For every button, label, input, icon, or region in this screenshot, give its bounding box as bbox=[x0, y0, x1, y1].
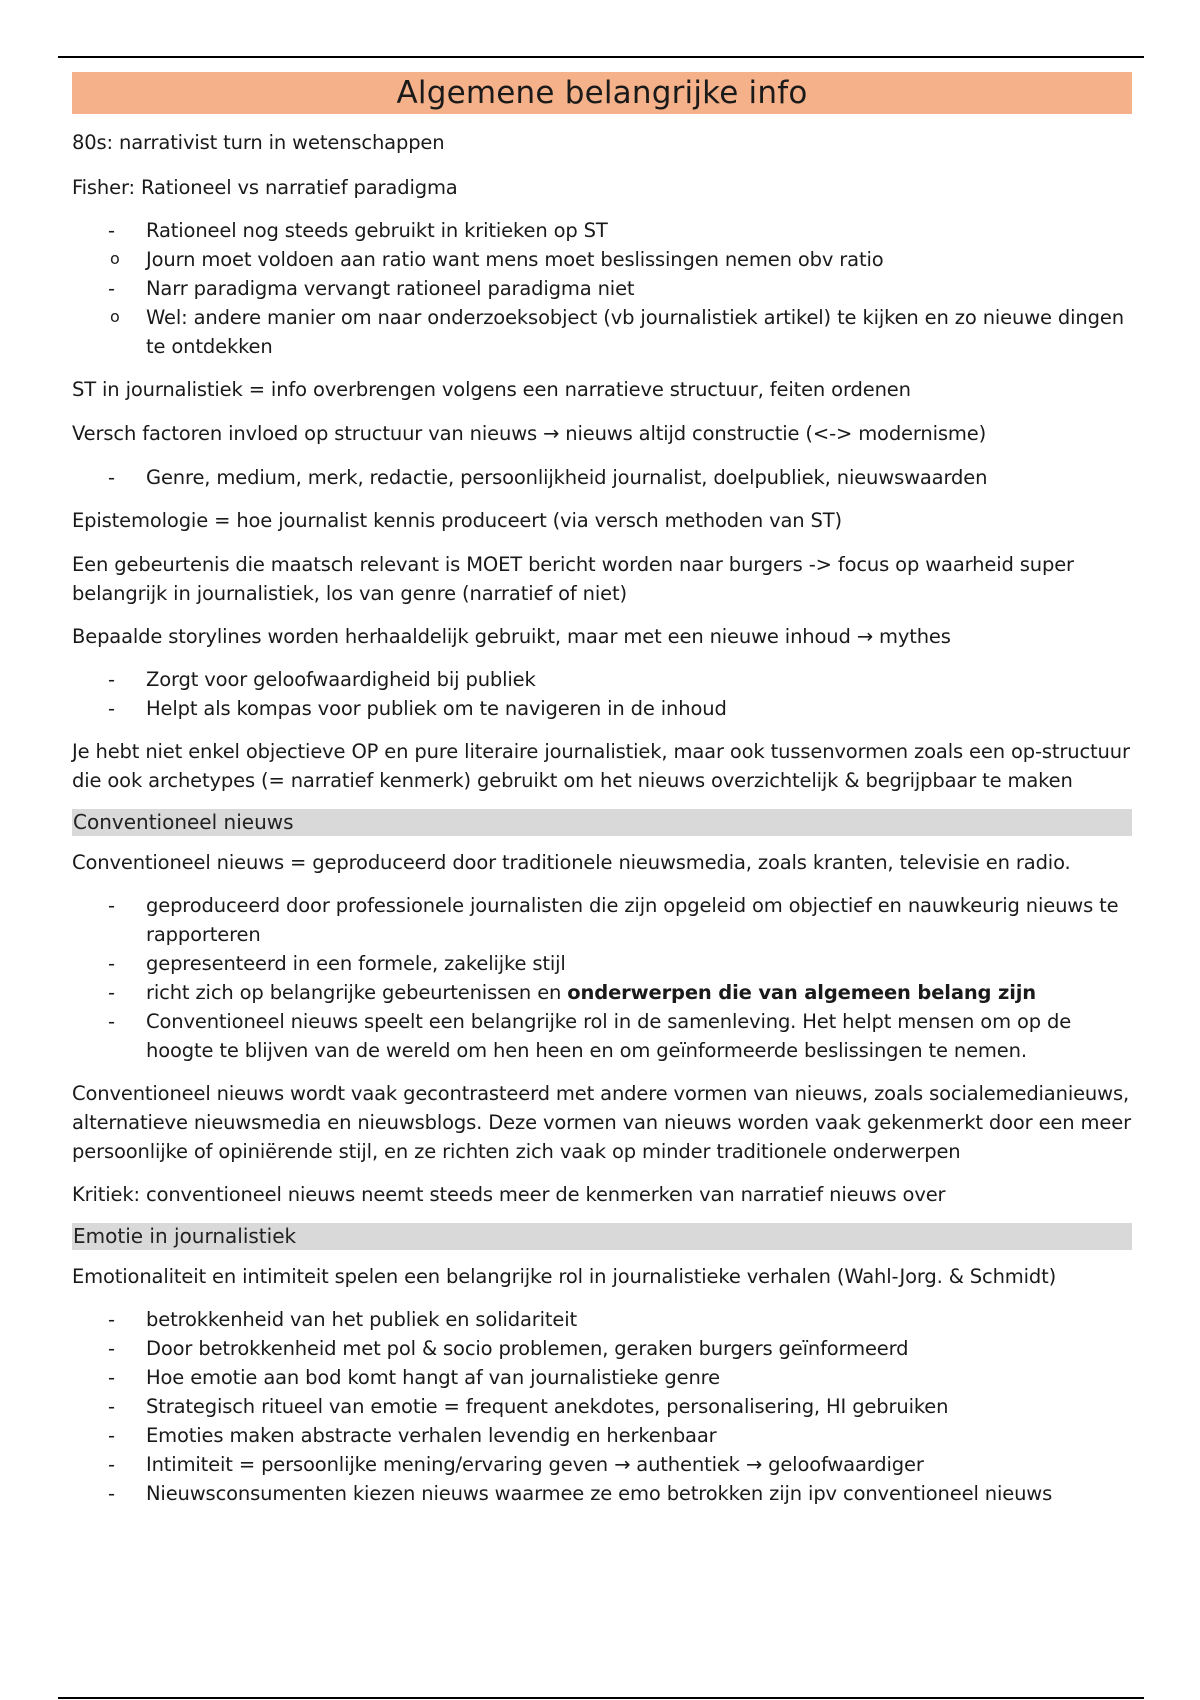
emotie-paragraph-1: Emotionaliteit en intimiteit spelen een belangrijke rol in journalistieke verhalen (Wahl-Jorg. & Schmidt) bbox=[72, 1265, 1057, 1288]
factors-list bbox=[72, 463, 1132, 492]
list-item: - Intimiteit = persoonlijke mening/ervaring geven → authentiek → geloofwaardiger bbox=[72, 1450, 1132, 1479]
intro-paragraph-1: 80s: narrativist turn in wetenschappen bbox=[72, 131, 445, 154]
list-item: - Emoties maken abstracte verhalen levendig en herkenbaar bbox=[72, 1421, 1132, 1450]
list-item: - Helpt als kompas voor publiek om te navigeren in de inhoud bbox=[72, 694, 1132, 723]
paradigm-list bbox=[72, 216, 1132, 361]
list-item: - richt zich op belangrijke gebeurtenissen en onderwerpen die van algemeen belang zijn bbox=[72, 978, 1132, 1007]
list-item: - gepresenteerd in een formele, zakelijke stijl bbox=[72, 949, 1132, 978]
bottom-rule bbox=[58, 1697, 1144, 1699]
section-heading-conventioneel: Conventioneel nieuws bbox=[72, 809, 1132, 836]
sub-list-item: o Journ moet voldoen aan ratio want mens moet beslissingen nemen obv ratio bbox=[72, 245, 1132, 274]
conv-paragraph-1: Conventioneel nieuws = geproduceerd door traditionele nieuwsmedia, zoals kranten, televisie en radio. bbox=[72, 851, 1071, 874]
conv-paragraph-3: Kritiek: conventioneel nieuws neemt steeds meer de kenmerken van narratief nieuws over bbox=[72, 1183, 946, 1206]
sub-list bbox=[146, 245, 1132, 274]
section-heading-emotie: Emotie in journalistiek bbox=[72, 1223, 1132, 1250]
intro-paragraph-2: Fisher: Rationeel vs narratief paradigma bbox=[72, 176, 458, 199]
intro-paragraph-4: Versch factoren invloed op structuur van nieuws → nieuws altijd constructie (<-> modernisme) bbox=[72, 422, 987, 445]
intro-paragraph-6: Een gebeurtenis die maatsch relevant is MOET bericht worden naar burgers -> focus op waarheid super belangrijk in journalistiek, los van genre (narratief of niet) bbox=[72, 553, 1074, 605]
intro-paragraph-8: Je hebt niet enkel objectieve OP en pure literaire journalistiek, maar ook tussenvormen zoals een op-structuur die ook archetypes (= narratief kenmerk) gebruikt om het nieuws overzichtelijk & begrijpbaar te maken bbox=[72, 740, 1130, 792]
list-item: - Nieuwsconsumenten kiezen nieuws waarmee ze emo betrokken zijn ipv conventioneel nieuws bbox=[72, 1479, 1132, 1508]
storylines-list bbox=[72, 665, 1132, 723]
list-item: - Narr paradigma vervangt rationeel paradigma niet o Wel: andere manier om naar onderzoeksobject (vb journalistiek artikel) te kijken en zo nieuwe dingen te ontdekken bbox=[72, 274, 1132, 361]
intro-paragraph-5: Epistemologie = hoe journalist kennis produceert (via versch methoden van ST) bbox=[72, 509, 842, 532]
list-item: - Genre, medium, merk, redactie, persoonlijkheid journalist, doelpubliek, nieuwswaarden bbox=[72, 463, 1132, 492]
list-item: - Rationeel nog steeds gebruikt in kritieken op ST o Journ moet voldoen aan ratio want mens moet beslissingen nemen obv ratio bbox=[72, 216, 1132, 274]
intro-paragraph-3: ST in journalistiek = info overbrengen volgens een narratieve structuur, feiten ordenen bbox=[72, 378, 911, 401]
conv-list bbox=[72, 891, 1132, 1065]
list-item: - Hoe emotie aan bod komt hangt af van journalistieke genre bbox=[72, 1363, 1132, 1392]
conv-paragraph-2: Conventioneel nieuws wordt vaak gecontrasteerd met andere vormen van nieuws, zoals socialemedianieuws, alternatieve nieuwsmedia en nieuwsblogs. Deze vormen van nieuws worden vaak gekenmerkt door een meer persoonlijke of opiniërende stijl, en ze richten zich vaak op minder traditionele onderwerpen bbox=[72, 1082, 1131, 1163]
page-title: Algemene belangrijke info bbox=[72, 72, 1132, 114]
emphasis-text: onderwerpen die van algemeen belang zijn bbox=[567, 981, 1037, 1004]
intro-paragraph-7: Bepaalde storylines worden herhaaldelijk gebruikt, maar met een nieuwe inhoud → mythes bbox=[72, 625, 951, 648]
list-item: - geproduceerd door professionele journalisten die zijn opgeleid om objectief en nauwkeurig nieuws te rapporteren bbox=[72, 891, 1132, 949]
sub-list-item: o Wel: andere manier om naar onderzoeksobject (vb journalistiek artikel) te kijken en zo nieuwe dingen te ontdekken bbox=[72, 303, 1132, 361]
list-item: - Zorgt voor geloofwaardigheid bij publiek bbox=[72, 665, 1132, 694]
list-item: - betrokkenheid van het publiek en solidariteit bbox=[72, 1305, 1132, 1334]
list-item: - Strategisch ritueel van emotie = frequent anekdotes, personalisering, HI gebruiken bbox=[72, 1392, 1132, 1421]
emotie-list bbox=[72, 1305, 1132, 1508]
sub-list bbox=[146, 303, 1132, 361]
list-item: - Door betrokkenheid met pol & socio problemen, geraken burgers geïnformeerd bbox=[72, 1334, 1132, 1363]
list-item: - Conventioneel nieuws speelt een belangrijke rol in de samenleving. Het helpt mensen om op de hoogte te blijven van de wereld om hen heen en om geïnformeerde beslissingen te nemen. bbox=[72, 1007, 1132, 1065]
document-body bbox=[72, 72, 1132, 1508]
top-rule bbox=[58, 56, 1144, 58]
